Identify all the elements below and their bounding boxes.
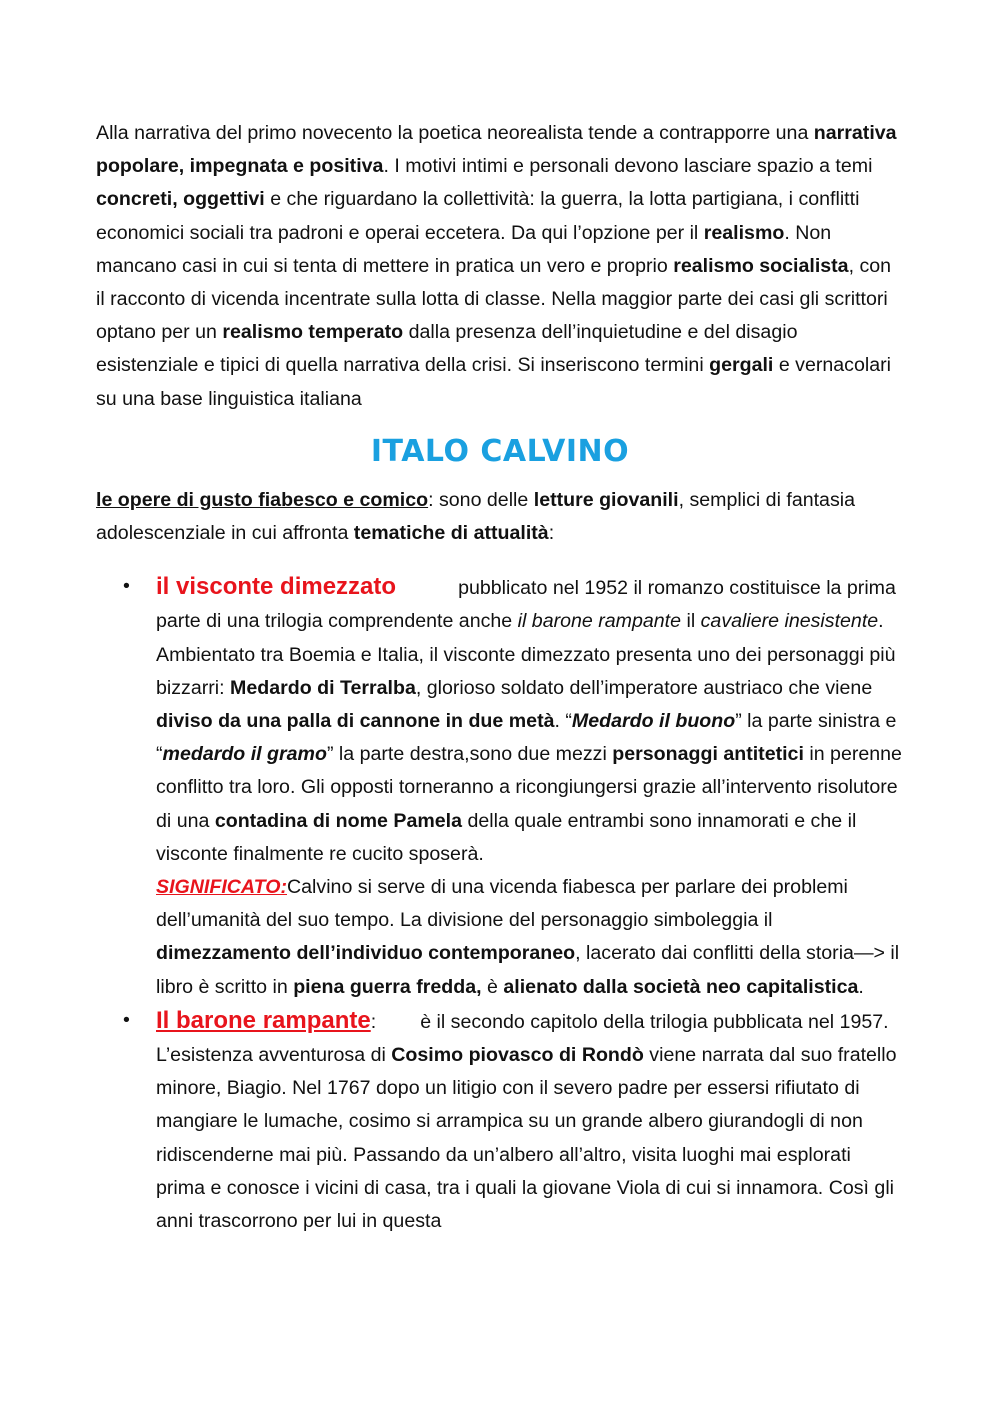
item-title: il visconte dimezzato <box>156 573 397 601</box>
bold-italic-run: Medardo il buono <box>571 710 736 733</box>
text-run: . Non mancano casi in cui si tenta di mettere in pratica un vero e proprio <box>96 221 832 277</box>
text-run: e vernacolari su una base linguistica italiana <box>96 354 891 410</box>
text-run: , lacerato dai conflitti della storia—> il libro è scritto in <box>156 942 900 998</box>
text-run: , con il racconto di vicenda incentrate sulla lotta di classe. Nella maggior parte dei casi gli scrittori optano per un <box>96 254 892 344</box>
bold-run: Medardo di Terralba <box>230 676 416 699</box>
bold-run: narrativa popolare, impegnata e positiva <box>96 122 897 178</box>
section-heading: ITALO CALVINO <box>370 433 630 469</box>
text-run: : <box>370 1010 377 1033</box>
bold-run: Cosimo piovasco di Rondò <box>391 1044 644 1067</box>
underlined-bold-run: le opere di gusto fiabesco e comico <box>96 488 429 511</box>
bold-run: concreti, oggettivi <box>96 188 265 211</box>
text-run: . <box>858 975 864 998</box>
text-run: . Ambientato tra Boemia e Italia, il visconte dimezzato presenta uno dei personaggi più bizzarri: <box>156 610 896 699</box>
text-run: : sono delle <box>428 488 534 511</box>
text-run: è il secondo capitolo della trilogia pubblicata nel 1957. L’esistenza avventurosa di <box>156 1010 889 1067</box>
text-run: viene narrata dal suo fratello minore, Biagio. Nel 1767 dopo un litigio con il severo padre per essersi rifiutato di mangiare le lumache, cosimo si arrampica su un grande albero giurandogli di non ridiscenderne mai più. Passando da un’albero all’altro, visita luoghi mai esplorati prima e conosce i vicini di casa, tra i quali la giovane Viola di cui si innamora. Così gli anni trascorrono per lui in questa <box>156 1044 897 1233</box>
bullet-icon: • <box>123 575 130 598</box>
bold-run: contadina di nome Pamela <box>214 809 463 832</box>
italic-run: il barone rampante <box>517 610 682 633</box>
bold-run: piena guerra fredda, <box>293 975 482 998</box>
text-run: , semplici di fantasia adolescenziale in cui affronta <box>96 488 855 545</box>
bold-run: personaggi antitetici <box>612 743 804 766</box>
works-list <box>96 570 904 1238</box>
bold-run: realismo <box>703 221 785 244</box>
italic-run: cavaliere inesistente <box>700 610 879 633</box>
bold-run: gergali <box>709 354 774 377</box>
text-run: il <box>681 610 701 633</box>
text-run: in perenne conflitto tra loro. Gli opposti torneranno a ricongiungersi grazie all’intervento risolutore di una <box>156 743 902 832</box>
text-run: ” la parte destra,sono due mezzi <box>326 743 613 766</box>
bold-run: letture giovanili <box>533 488 679 511</box>
significato-label: SIGNIFICATO: <box>156 876 287 899</box>
text-run: Calvino si serve di una vicenda fiabesca per parlare dei problemi dell’umanità del suo tempo. La divisione del personaggio simboleggia il <box>156 876 848 932</box>
text-run: dalla presenza dell’inquietudine e del disagio esistenziale e tipici di quella narrativa della crisi. Si inseriscono termini <box>96 321 798 377</box>
list-item <box>123 570 904 1004</box>
bold-run: dimezzamento dell’individuo contemporaneo <box>156 942 576 965</box>
text-run: : <box>548 522 555 545</box>
bold-run: tematiche di attualità <box>353 522 549 545</box>
text-run: e che riguardano la collettività: la guerra, la lotta partigiana, i conflitti economici sociali tra padroni e operai eccetera. Da qui l’opzione per il <box>96 188 860 244</box>
bold-run: alienato dalla società neo capitalistica <box>503 975 859 998</box>
bold-run: diviso da una palla di cannone in due metà <box>156 710 555 733</box>
bullet-icon: • <box>123 1008 130 1031</box>
bold-italic-run: medardo il gramo <box>162 743 327 766</box>
text-run: della quale entrambi sono innamorati e che il visconte finalmente re cucito sposerà. <box>156 809 857 865</box>
text-run: . I motivi intimi e personali devono lasciare spazio a temi <box>383 155 873 178</box>
list-item <box>123 1004 904 1238</box>
bold-run: realismo socialista <box>673 254 849 277</box>
text-run: , glorioso soldato dell’imperatore austriaco che viene <box>415 676 873 699</box>
intro-paragraph <box>96 117 904 416</box>
bold-run: realismo temperato <box>222 321 404 344</box>
text-run: pubblicato nel 1952 il romanzo costituisce la prima parte di una trilogia comprendente anche <box>156 577 896 633</box>
item-title: Il barone rampante <box>156 1006 371 1034</box>
text-run: Alla narrativa del primo novecento la poetica neorealista tende a contrapporre una <box>96 122 814 144</box>
text-run: ” la parte sinistra e “ <box>156 710 897 766</box>
text-run: è <box>481 975 504 998</box>
section-intro-paragraph <box>96 484 904 550</box>
text-run: . “ <box>554 710 572 733</box>
